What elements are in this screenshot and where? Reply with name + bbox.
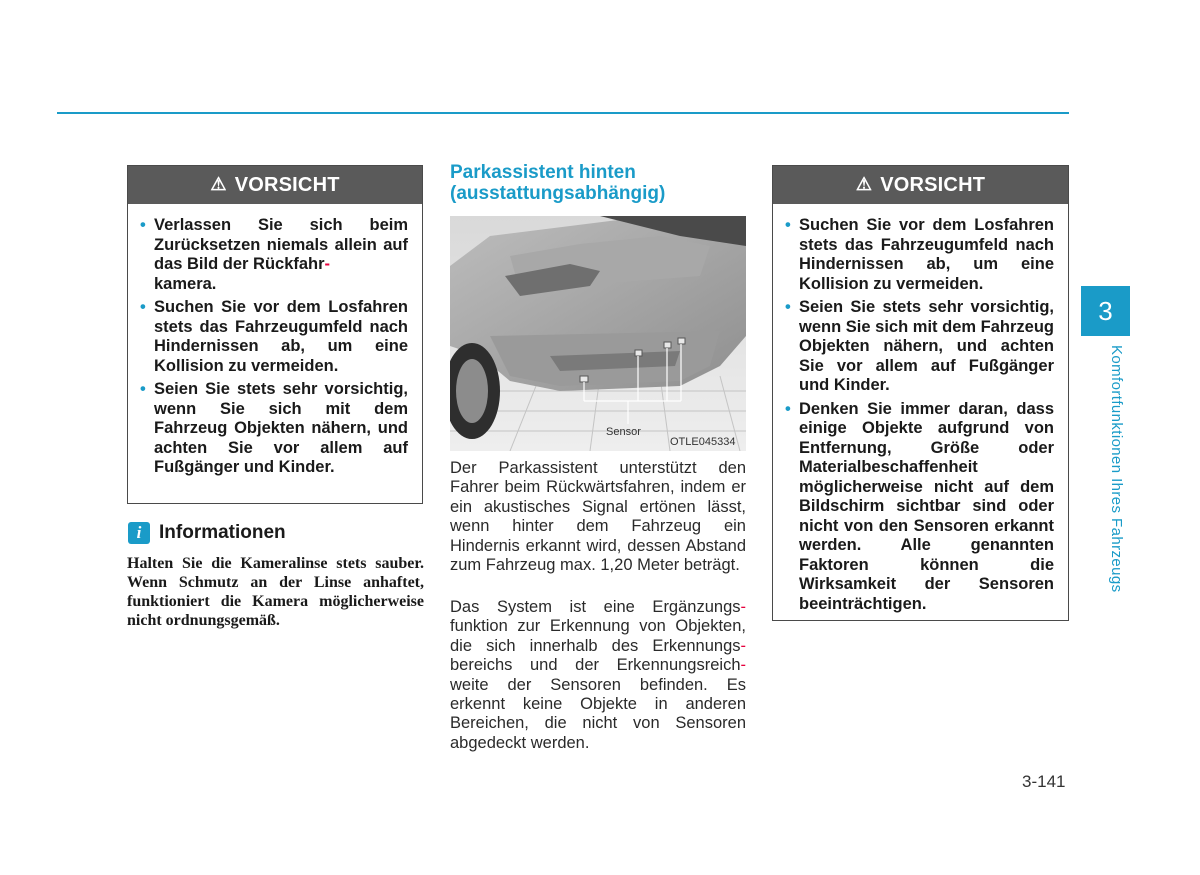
caution-item-text: Suchen Sie vor dem Losfahren stets das Fahrzeugumfeld nach Hindernissen ab, um eine Kollision zu vermeiden. xyxy=(799,216,1054,293)
caution-item xyxy=(785,298,1054,396)
chapter-label: Komfortfunktionen Ihres Fahrzeugs xyxy=(1108,345,1125,593)
caution-box-left xyxy=(127,165,423,504)
section-title xyxy=(450,162,750,204)
rear-sensor-figure xyxy=(450,216,746,451)
caution-header xyxy=(128,166,422,204)
caution-item-text: Suchen Sie vor dem Losfahren stets das Fahrzeugumfeld nach Hindernissen ab, um eine Kollision zu vermeiden. xyxy=(154,298,408,375)
para2-part-d: weite der Sensoren befinden. Es erkennt keine Objekte in anderen Bereichen, die nicht von Sensoren abgedeckt werden. xyxy=(450,675,746,752)
caution-item xyxy=(140,216,408,294)
bullet-icon: • xyxy=(140,216,146,234)
caution-item-text-cont: kamera. xyxy=(154,274,217,293)
bullet-icon: • xyxy=(785,298,791,316)
body-paragraph-2 xyxy=(450,598,746,753)
chapter-tab: 3 xyxy=(1081,286,1130,336)
caution-list xyxy=(773,204,1068,628)
caution-list xyxy=(128,204,422,492)
caution-header xyxy=(773,166,1068,204)
bullet-icon: • xyxy=(140,380,146,398)
info-title: Informationen xyxy=(159,522,286,543)
para2-part-b: funktion zur Erkennung von Objekten, die sich innerhalb des Erkennungs - xyxy=(450,617,746,654)
info-header xyxy=(128,522,286,544)
body-paragraph-1: Der Parkassistent unterstützt den Fahrer beim Rückwärtsfahren, indem er ein akustisches Signal ertönen lässt, wenn hinter dem Fahrzeug ein Hindernis erkannt wird, dessen Abstand zum Fahrzeug max. 1,20 Meter beträgt. xyxy=(450,459,746,575)
bullet-icon: • xyxy=(785,399,791,418)
caution-item xyxy=(785,216,1054,294)
caution-item-text: Seien Sie stets sehr vorsichtig, wenn Sie sich mit dem Fahrzeug Objekten nähern, und achten Sie vor allem auf Fußgänger und Kinder. xyxy=(799,298,1054,394)
info-text: Halten Sie die Kameralinse stets sauber. Wenn Schmutz an der Linse anhaftet, funktioniert die Kamera möglicherweise nicht ordnungsgemäß. xyxy=(127,555,424,629)
caution-box-right xyxy=(772,165,1069,621)
caution-item-text: Denken Sie immer daran, dass einige Objekte aufgrund von Entfernung, Größe oder Materialbeschaffenheit möglicherweise nicht auf dem Bildschirm sichtbar sind oder nicht von den Sensoren erkannt werden. Alle genannten Faktoren können die Wirksamkeit der Sensoren beeinträchtigen. xyxy=(799,399,1054,613)
info-icon: i xyxy=(128,522,150,544)
section-title-line1: Parkassistent hinten xyxy=(450,162,636,183)
section-title-line2: (ausstattungsabhängig) xyxy=(450,183,666,204)
caution-item xyxy=(140,380,408,478)
bullet-icon: • xyxy=(140,298,146,316)
warning-triangle-icon: ⚠ xyxy=(855,173,873,194)
top-rule xyxy=(57,112,1069,114)
bullet-icon: • xyxy=(785,216,791,234)
para2-part-c: bereichs und der Erkennungsreich - xyxy=(450,656,746,674)
caution-item-text: Verlassen Sie sich beim Zurücksetzen niemals allein auf das Bild der Rückfahr - xyxy=(154,216,408,273)
caution-heading: VORSICHT xyxy=(234,173,340,196)
warning-triangle-icon: ⚠ xyxy=(210,173,227,194)
figure-sensor-label: Sensor xyxy=(606,426,641,438)
para2-part-a: Das System ist eine Ergänzungs - xyxy=(450,598,746,616)
caution-item-text: Seien Sie stets sehr vorsichtig, wenn Sie sich mit dem Fahrzeug Objekten nähern, und achten Sie vor allem auf Fußgänger und Kinder. xyxy=(154,380,408,476)
car-rear-illustration xyxy=(450,216,746,451)
caution-item xyxy=(140,298,408,376)
caution-item xyxy=(785,400,1054,615)
page-number: 3-141 xyxy=(1022,772,1066,791)
caution-heading: VORSICHT xyxy=(880,173,986,196)
figure-code: OTLE045334 xyxy=(670,436,736,448)
